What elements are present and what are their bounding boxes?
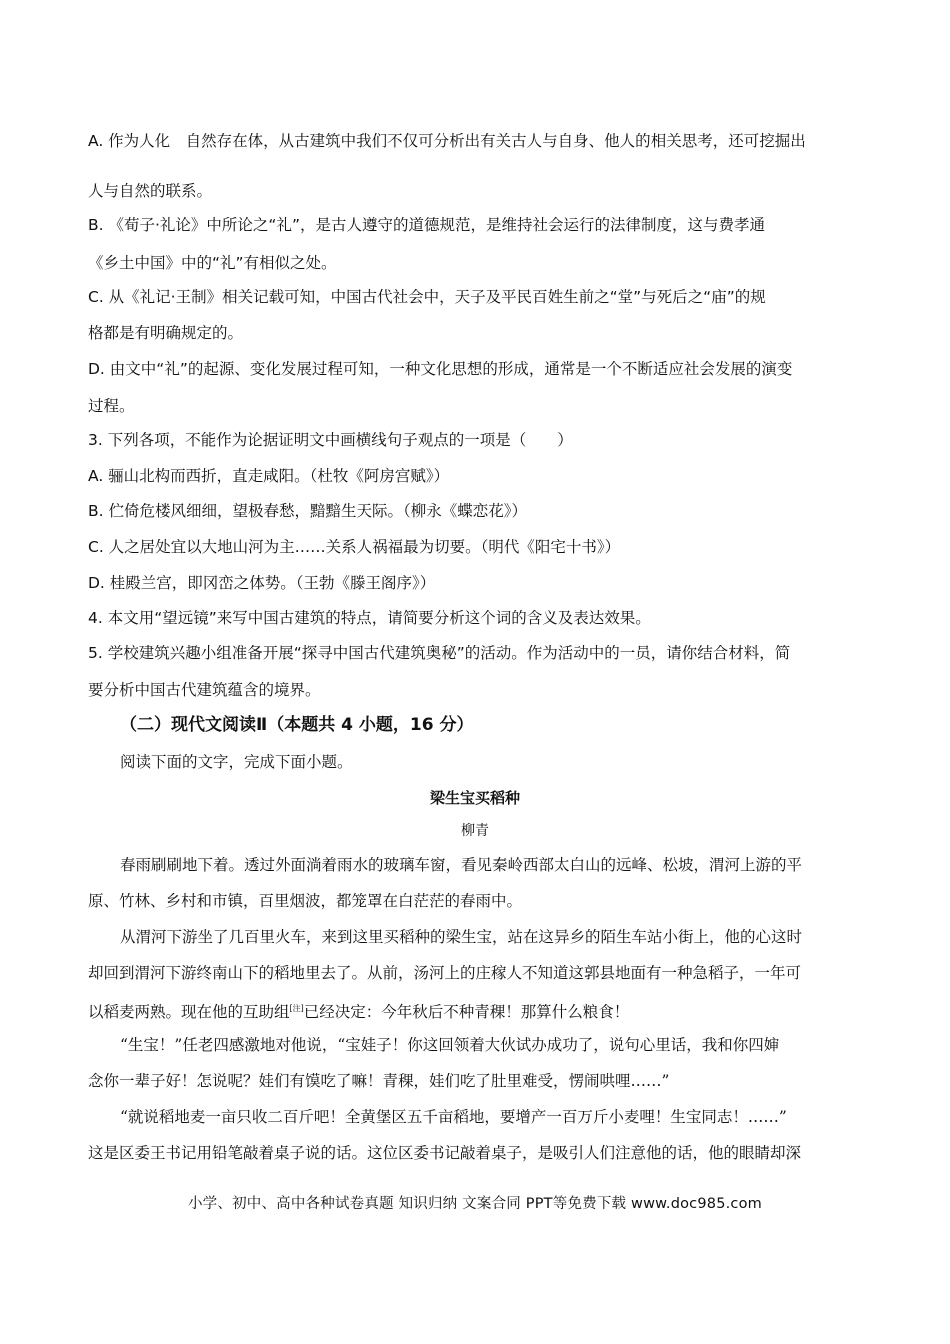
q2-option-b-line1: B. 《荀子·礼论》中所论之“礼”，是古人遵守的道德规范，是维持社会运行的法律制度，这与费孝通 bbox=[88, 216, 765, 234]
article-p3-line2: 念你一辈子好！怎说呢？娃们有馍吃了嘛！青稞，娃们吃了肚里难受，愣闹哄哩……” bbox=[88, 1072, 670, 1090]
footnote-marker: [注] bbox=[289, 1004, 304, 1013]
q3-option-b: B. 伫倚危楼风细细，望极春愁，黯黯生天际。（柳永《蝶恋花》） bbox=[88, 502, 527, 520]
article-author: 柳青 bbox=[461, 823, 489, 839]
q5-line2: 要分析中国古代建筑蕴含的境界。 bbox=[88, 681, 321, 699]
section-heading: （二）现代文阅读Ⅱ（本题共 4 小题，16 分） bbox=[120, 715, 474, 735]
article-p2-line3-part2: 已经决定：今年秋后不种青稞！那算什么粮食！ bbox=[303, 1003, 630, 1022]
article-p3-line1: “生宝！”任老四感激地对他说，“宝娃子！你这回领着大伙试办成功了，说句心里话，我和你四婶 bbox=[120, 1036, 780, 1054]
article-p1-line2: 原、竹林、乡村和市镇，百里烟波，都笼罩在白茫茫的春雨中。 bbox=[88, 892, 523, 910]
q2-option-a-line2: 人与自然的联系。 bbox=[88, 182, 213, 200]
q3-stem: 3. 下列各项，不能作为论据证明文中画横线句子观点的一项是（ ） bbox=[88, 431, 573, 449]
article-p1-line1: 春雨刷刷地下着。透过外面淌着雨水的玻璃车窗，看见秦岭西部太白山的远峰、松坡，渭河上游的平 bbox=[120, 856, 803, 874]
section-instruction: 阅读下面的文字，完成下面小题。 bbox=[120, 753, 353, 771]
article-p2-line1: 从渭河下游坐了几百里火车，来到这里买稻种的梁生宝，站在这异乡的陌生车站小街上，他的心这时 bbox=[120, 928, 803, 946]
q3-option-d: D. 桂殿兰宫，即冈峦之体势。（王勃《滕王阁序》） bbox=[88, 574, 436, 592]
article-title: 梁生宝买稻种 bbox=[429, 789, 520, 807]
q2-option-a-line1: A. 作为人化 自然存在体，从古建筑中我们不仅可分析出有关古人与自身、他人的相关思考，还可挖掘出 bbox=[88, 132, 806, 150]
q5-line1: 5. 学校建筑兴趣小组准备开展“探寻中国古代建筑奥秘”的活动。作为活动中的一员，请你结合材料，简 bbox=[88, 644, 791, 662]
q2-option-c-line1: C. 从《礼记·王制》相关记载可知，中国古代社会中，天子及平民百姓生前之“堂”与死后之“庙”的规 bbox=[88, 288, 766, 306]
page-footer: 小学、初中、高中各种试卷真题 知识归纳 文案合同 PPT等免费下载 www.doc985.com bbox=[187, 1196, 763, 1212]
q2-option-b-line2: 《乡土中国》中的“礼”有相似之处。 bbox=[88, 254, 337, 272]
article-p4-line1: “就说稻地麦一亩只收二百斤吧！全黄堡区五千亩稻地，要增产一百万斤小麦哩！生宝同志！……” bbox=[120, 1108, 787, 1126]
q4: 4. 本文用“望远镜”来写中国古建筑的特点，请简要分析这个词的含义及表达效果。 bbox=[88, 609, 651, 627]
q2-option-c-line2: 格都是有明确规定的。 bbox=[88, 324, 244, 342]
q2-option-d-line2: 过程。 bbox=[88, 397, 135, 415]
q2-option-d-line1: D. 由文中“礼”的起源、变化发展过程可知，一种文化思想的形成，通常是一个不断适应社会发展的演变 bbox=[88, 360, 793, 378]
q3-option-c: C. 人之居处宜以大地山河为主……关系人祸福最为切要。（明代《阳宅十书》） bbox=[88, 538, 621, 556]
q3-option-a: A. 骊山北构而西折，直走咸阳。（杜牧《阿房宫赋》） bbox=[88, 467, 450, 485]
article-p2-line3 bbox=[88, 998, 868, 1023]
article-p2-line2: 却回到渭河下游终南山下的稻地里去了。从前，汤河上的庄稼人不知道这郭县地面有一种急稻子，一年可 bbox=[88, 964, 802, 982]
article-p2-line3-part1: 以稻麦两熟。现在他的互助组 bbox=[88, 1003, 290, 1022]
article-p4-line2: 这是区委王书记用铅笔敲着桌子说的话。这位区委书记敲着桌子，是吸引人们注意他的话，他的眼睛却深 bbox=[88, 1144, 802, 1162]
